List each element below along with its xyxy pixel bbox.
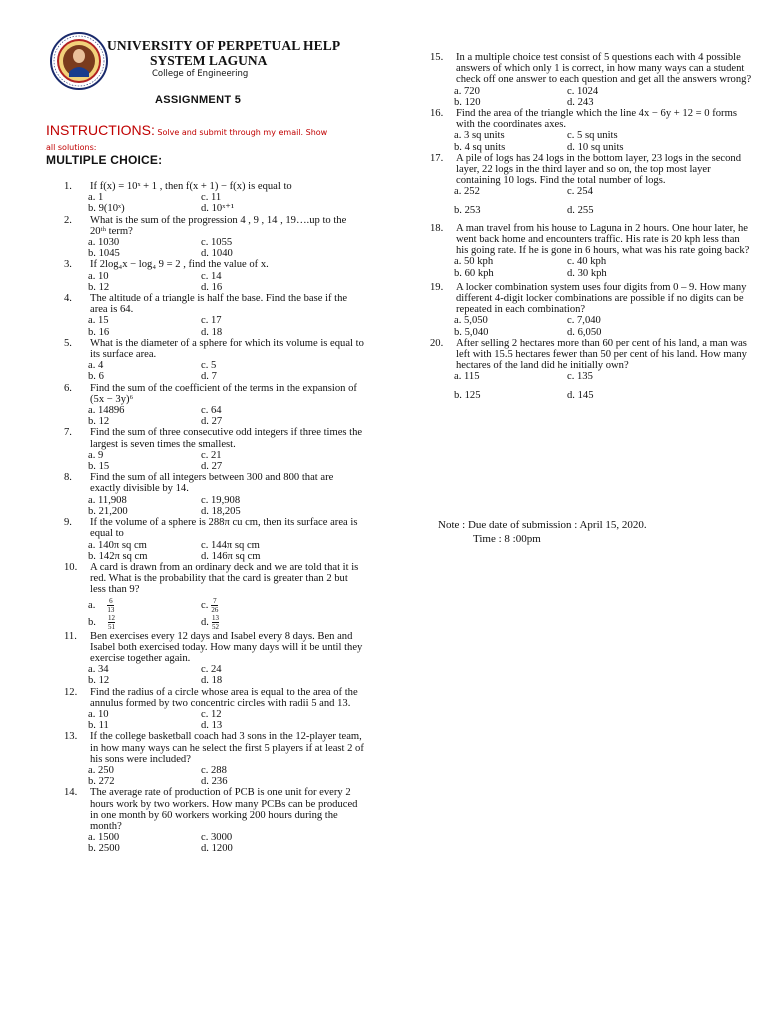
answer-options [88,709,364,731]
option-c: c. 64 [201,405,222,417]
option-b: b. 125 [454,389,481,401]
question-stem: Find the sum of the coefficient of the terms in the expansion of (5x − 3y)⁶ [90,382,357,405]
question [64,472,364,494]
university-system: SYSTEM LAGUNA [150,53,268,68]
question [64,259,364,270]
instructions [46,124,366,154]
question-stem: A card is drawn from an ordinary deck and we are told that it is red. What is the probability that the card is greater than 2 but less than 9? [90,561,359,596]
denominator: 52 [211,622,219,631]
option-c: c. 19,908 [201,494,241,506]
question-stem: What is the sum of the progression 4 , 9 , 14 , 19….up to the 20ᵗʰ term? [90,214,347,237]
option-c: c. 21 [201,449,222,461]
question [64,562,364,596]
question [430,338,752,372]
option-b: b. 6 [88,371,104,383]
answer-options [88,597,364,631]
answer-options [454,86,752,108]
question-number: 20. [430,337,444,349]
fraction [108,614,115,631]
question-stem: Find the sum of all integers between 300 and 800 that are exactly divisible by 14. [90,472,334,495]
answer-options [454,186,752,215]
question-stem: Find the sum of three consecutive odd integers if three times the largest is seven times the smallest. [90,427,363,450]
question [64,181,364,192]
option-b: b. 16 [88,326,110,338]
due-time: Time : 8 :00pm [473,533,541,545]
denominator: 26 [211,605,219,614]
question-stem: Find the area of the triangle which the line 4x − 6y + 12 = 0 forms with the coordinates axes. [456,108,737,131]
option-a: a. 10 [88,708,109,720]
numerator: 12 [107,613,115,622]
option-c: c. 135 [567,371,593,383]
answer-options [88,664,364,686]
option-b: b. 12 [88,416,110,428]
option-c: c. 24 [201,664,222,676]
option-b: b. 12 [88,281,110,293]
answer-options [454,315,752,337]
option-c: c. 288 [201,764,227,776]
option-a: a. 14896 [88,405,125,417]
question [64,383,364,405]
question-number: 7. [64,427,72,439]
option-b [88,614,201,631]
option-a: a. 1 [88,192,104,204]
university-name: UNIVERSITY OF PERPETUAL HELP [107,38,341,53]
option-d: d. 1040 [201,248,233,260]
question-number: 6. [64,382,72,394]
option-a: a. 50 kph [454,256,494,268]
option-a: a. 250 [88,764,114,776]
option-d: d. 146π sq cm [201,550,261,562]
option-a: a. 9 [88,449,104,461]
answer-options [454,256,752,278]
section-title: MULTIPLE CHOICE: [46,153,163,167]
question-number: 8. [64,472,72,484]
denominator: 51 [107,622,115,631]
answer-options [88,315,364,337]
option-a: a. 140π sq cm [88,539,147,551]
question-stem: A man travel from his house to Laguna in 2 hours. One hour later, he went back home and encounters traffic. His rate is 20 kph less than his going rate. If he is gone in 6 hours, what was his rate going back? [456,222,750,257]
answer-options [88,192,364,214]
option-label: c. [201,599,209,611]
question-stem: Ben exercises every 12 days and Isabel every 8 days. Ben and Isabel both exercised today. How many days will it be until they exercise together again. [90,630,363,664]
option-b: b. 15 [88,461,110,473]
option-a: a. 4 [88,360,104,372]
answer-options [88,540,364,562]
question-stem: The average rate of production of PCB is one unit for every 2 hours work by two workers. How many PCBs can be produced in one month by 60 workers working 200 hours during the month? [90,787,358,832]
question-stem: The altitude of a triangle is half the base. Find the base if the area is 64. [90,293,348,316]
option-c: c. 5 sq units [567,130,618,142]
option-b: b. 120 [454,96,481,108]
option-c [201,597,331,614]
answer-options [454,371,752,400]
option-b: b. 253 [454,204,481,216]
question-number: 2. [64,214,72,226]
option-b: b. 1045 [88,248,120,260]
question-number: 18. [430,222,444,234]
option-d: d. 10ˣ⁺¹ [201,203,235,215]
option-b: b. 12 [88,675,110,687]
option-a: a. 10 [88,270,109,282]
numerator: 6 [109,596,113,605]
option-d: d. 27 [201,416,223,428]
option-d: d. 13 [201,720,223,732]
option-d: d. 18 [201,326,223,338]
answer-options [88,271,364,293]
option-d: d. 10 sq units [567,141,624,153]
answer-options [88,237,364,259]
option-a: a. 3 sq units [454,130,505,142]
answer-options [88,832,364,854]
question-stem: If the college basketball coach had 3 sons in the 12-player team, in how many ways can he select the first 5 players if at least 2 of his sons were included? [90,731,364,765]
question-number: 9. [64,517,72,529]
question-number: 16. [430,108,444,120]
question-stem: A locker combination system uses four digits from 0 – 9. How many different 4-digit locker combinations are possible if no digits can be repeated in each combination? [456,281,747,316]
option-label: d. [201,616,209,628]
question-number: 17. [430,152,444,164]
option-b: b. 142π sq cm [88,550,148,562]
question-stem: Find the radius of a circle whose area is equal to the area of the annulus formed by two concentric circles with radii 5 and 13. [90,686,358,709]
option-d: d. 7 [201,371,217,383]
question-number: 3. [64,259,72,271]
option-c: c. 12 [201,708,222,720]
option-a: a. 252 [454,186,480,198]
option-d: d. 236 [201,776,228,788]
option-a: a. 11,908 [88,494,127,506]
question [64,338,364,360]
question-number: 19. [430,281,444,293]
question [430,52,752,86]
answer-options [88,405,364,427]
option-c: c. 14 [201,270,222,282]
option-label: a. [88,599,96,611]
question-stem: In a multiple choice test consist of 5 questions each with 4 possible answers of which only 1 is correct, in how many ways can a student check off one answer to each question and get all the answers wrong? [456,52,752,86]
option-a: a. 1500 [88,832,120,844]
question-stem: What is the diameter of a sphere for which its volume is equal to its surface area. [90,337,364,361]
question [430,282,752,316]
option-a [88,597,201,614]
denominator: 13 [107,605,115,614]
option-d: d. 18 [201,675,223,687]
question-number: 12. [64,686,78,698]
option-d [201,614,331,631]
question-stem: If 2log₄x − log₄ 9 = 2 , find the value of x. [90,259,269,271]
numerator: 7 [213,596,217,605]
option-d: d. 1200 [201,843,233,855]
option-c: c. 11 [201,192,222,204]
answer-options [454,130,752,152]
question-number: 15. [430,52,444,63]
option-d: d. 255 [567,204,594,216]
option-b: b. 272 [88,776,115,788]
option-c: c. 144π sq cm [201,539,260,551]
option-b: b. 21,200 [88,505,128,517]
option-a: a. 115 [454,371,480,383]
question [64,517,364,539]
option-c: c. 7,040 [567,315,601,327]
answer-options [88,765,364,787]
question [430,223,752,257]
fraction [107,597,114,614]
submission-note [438,518,647,546]
answer-options [88,360,364,382]
answer-options [88,495,364,517]
option-d: d. 243 [567,96,594,108]
option-a: a. 5,050 [454,315,488,327]
option-b: b. 2500 [88,843,120,855]
option-c: c. 1024 [567,85,599,97]
question-number: 11. [64,630,77,642]
question [64,687,364,709]
question [64,215,364,237]
question-stem: A pile of logs has 24 logs in the bottom layer, 23 logs in the second layer, 22 logs in the third layer and so on, the top most layer containing 10 logs. Find the total number of logs. [456,152,741,187]
option-d: d. 145 [567,389,594,401]
instructions-label: INSTRUCTIONS: [46,122,155,138]
option-a: a. 720 [454,85,480,97]
question-number: 5. [64,337,72,349]
option-d: d. 6,050 [567,326,602,338]
option-d: d. 16 [201,281,223,293]
question [64,427,364,449]
question [64,293,364,315]
numerator: 13 [211,613,219,622]
question [64,631,364,665]
question [430,108,752,130]
option-a: a. 15 [88,315,109,327]
option-b: b. 9(10ˣ) [88,203,125,215]
option-d: d. 30 kph [567,267,607,279]
option-c: c. 1055 [201,237,233,249]
question-stem: If f(x) = 10ˣ + 1 , then f(x + 1) − f(x) is equal to [90,181,292,192]
question-stem: If the volume of a sphere is 288π cu cm, then its surface area is equal to [90,517,358,540]
question-stem: After selling 2 hectares more than 60 per cent of his land, a man was left with 15.5 hectares fewer than 50 per cent of his land. How many hectares of the land did he initially own? [456,337,747,372]
option-b: b. 60 kph [454,267,494,279]
questions-right-column [430,52,752,401]
instructions-text-cont: all solutions: [46,143,97,152]
option-b: b. 5,040 [454,326,489,338]
option-b: b. 4 sq units [454,141,506,153]
assignment-title: ASSIGNMENT 5 [155,94,242,106]
college-name: College of Engineering [152,69,249,79]
option-b: b. 11 [88,720,109,732]
question-number: 4. [64,293,72,305]
option-c: c. 40 kph [567,256,607,268]
question [64,787,364,832]
question-number: 13. [64,731,78,743]
question [430,153,752,187]
option-c: c. 254 [567,186,593,198]
due-date: Note : Due date of submission : April 15, 2020. [438,519,647,531]
option-a: a. 1030 [88,237,120,249]
question-number: 10. [64,561,78,573]
question-number: 14. [64,787,78,799]
instructions-text: Solve and submit through my email. Show [154,128,328,137]
option-label: b. [88,616,96,628]
option-a: a. 34 [88,664,109,676]
fraction [211,597,218,614]
option-c: c. 17 [201,315,222,327]
option-c: c. 3000 [201,832,233,844]
question-number: 1. [64,181,72,192]
option-c: c. 5 [201,360,217,372]
fraction [212,614,219,631]
questions-left-column [64,181,364,855]
university-seal-logo [50,32,108,90]
option-d: d. 27 [201,461,223,473]
question [64,731,364,765]
answer-options [88,450,364,472]
option-d: d. 18,205 [201,505,241,517]
